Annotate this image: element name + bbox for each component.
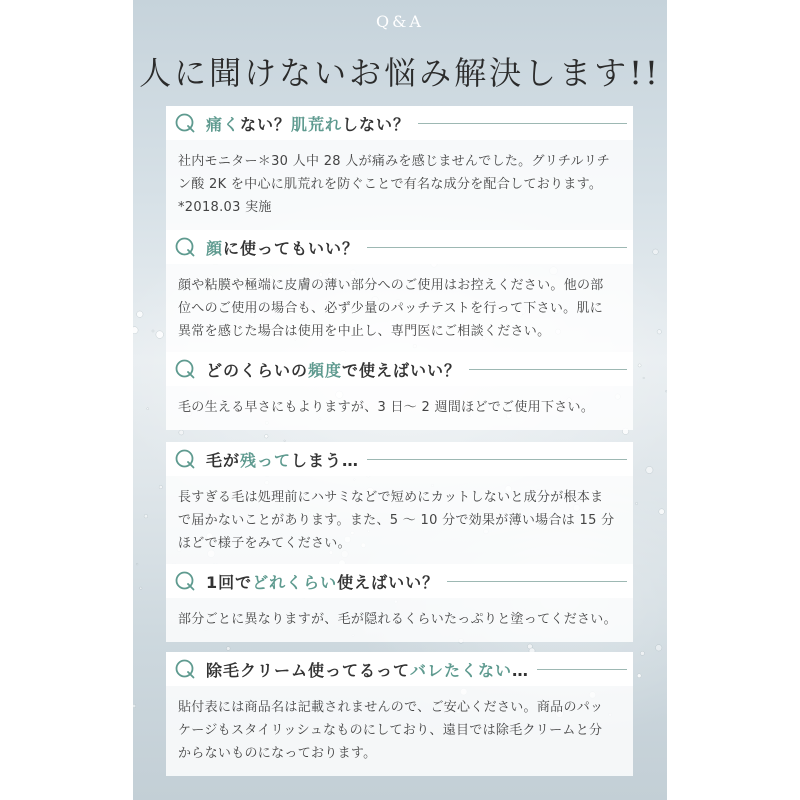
faq-question-bar	[166, 564, 633, 598]
answer-line: 異常を感じた場合は使用を中止し、専門医にご相談ください。	[178, 324, 551, 339]
question-text: どのくらいの	[206, 360, 309, 380]
divider-line	[469, 369, 627, 370]
question-highlight: 残って	[240, 450, 292, 470]
faq-question-bar	[166, 230, 633, 264]
divider-line	[367, 247, 627, 248]
answer-line: ン酸 2K を中心に肌荒れを防ぐことで有名な成分を配合しております。	[178, 177, 603, 192]
question-text: 除毛クリーム使ってるって	[206, 660, 411, 680]
answer-line: 貼付表には商品名は記載されませんので、ご安心ください。商品のパッ	[178, 700, 604, 715]
question-text: しまう…	[291, 450, 360, 470]
section-label: Q&A	[376, 12, 424, 31]
answer-line: 顔や粘膜や極端に皮膚の薄い部分へのご使用はお控えください。他の部	[178, 278, 604, 293]
faq-answer	[166, 476, 633, 566]
faq-question	[206, 358, 461, 381]
faq-answer	[166, 686, 633, 776]
faq-answer	[166, 386, 633, 430]
divider-line	[418, 123, 627, 124]
question-highlight: 頻度	[308, 360, 343, 380]
faq-answer	[166, 598, 633, 642]
faq-item	[166, 442, 633, 566]
faq-question-bar	[166, 442, 633, 476]
faq-answer	[166, 140, 633, 230]
faq-question-bar	[166, 352, 633, 386]
faq-question-bar	[166, 106, 633, 140]
divider-line	[537, 669, 627, 670]
answer-line: ほどで様子をみてください。	[178, 536, 351, 551]
divider-line	[367, 459, 627, 460]
question-text: で使えばいい？	[342, 360, 462, 380]
faq-question	[206, 448, 359, 471]
faq-question-bar	[166, 652, 633, 686]
q-letter-icon	[172, 656, 198, 682]
faq-item	[166, 564, 633, 642]
answer-line: からないものになっております。	[178, 746, 377, 761]
answer-line: で届かないことがあります。また、5 〜 10 分で効果が薄い場合は 15 分	[178, 513, 615, 528]
faq-item	[166, 352, 633, 430]
q-letter-icon	[172, 110, 198, 136]
faq-item	[166, 230, 633, 354]
question-text: 毛が	[206, 450, 241, 470]
question-text: しない？	[342, 114, 411, 134]
question-highlight: どれくらい	[252, 572, 338, 592]
faq-question	[206, 658, 529, 681]
question-highlight: 顔	[206, 238, 224, 258]
q-letter-icon	[172, 356, 198, 382]
faq-item	[166, 652, 633, 776]
q-letter-icon	[172, 234, 198, 260]
q-letter-icon	[172, 446, 198, 472]
answer-line: 位へのご使用の場合も、必ず少量のパッチテストを行って下さい。肌に	[178, 301, 604, 316]
qa-panel	[133, 0, 667, 800]
question-text: 使えばいい？	[337, 572, 440, 592]
faq-item	[166, 106, 633, 230]
answer-line: 毛の生える早さにもよりますが、3 日〜 2 週間ほどでご使用下さい。	[178, 400, 595, 415]
faq-answer	[166, 264, 633, 354]
faq-question	[206, 570, 439, 593]
faq-question	[206, 236, 359, 259]
question-text: …	[512, 660, 530, 680]
answer-line: ケージもスタイリッシュなものにしており、遠目では除毛クリームと分	[178, 723, 603, 738]
answer-line: 長すぎる毛は処理前にハサミなどで短めにカットしないと成分が根本ま	[178, 490, 604, 505]
q-letter-icon	[172, 568, 198, 594]
answer-line: 部分ごとに異なりますが、毛が隠れるくらいたっぷりと塗ってください。	[178, 612, 617, 627]
answer-line: *2018.03 実施	[178, 200, 272, 215]
question-highlight: バレたくない	[410, 660, 513, 680]
divider-line	[447, 581, 627, 582]
question-text: 1回で	[206, 572, 253, 592]
question-text: に使ってもいい？	[223, 238, 360, 258]
answer-line: 社内モニター＊30 人中 28 人が痛みを感じませんでした。グリチルリチ	[178, 154, 611, 169]
question-highlight: 肌荒れ	[291, 114, 343, 134]
question-highlight: 痛く	[206, 114, 241, 134]
question-text: ない？	[240, 114, 292, 134]
faq-question	[206, 112, 410, 135]
page-title: 人に聞けないお悩み解決します!!	[139, 54, 661, 92]
